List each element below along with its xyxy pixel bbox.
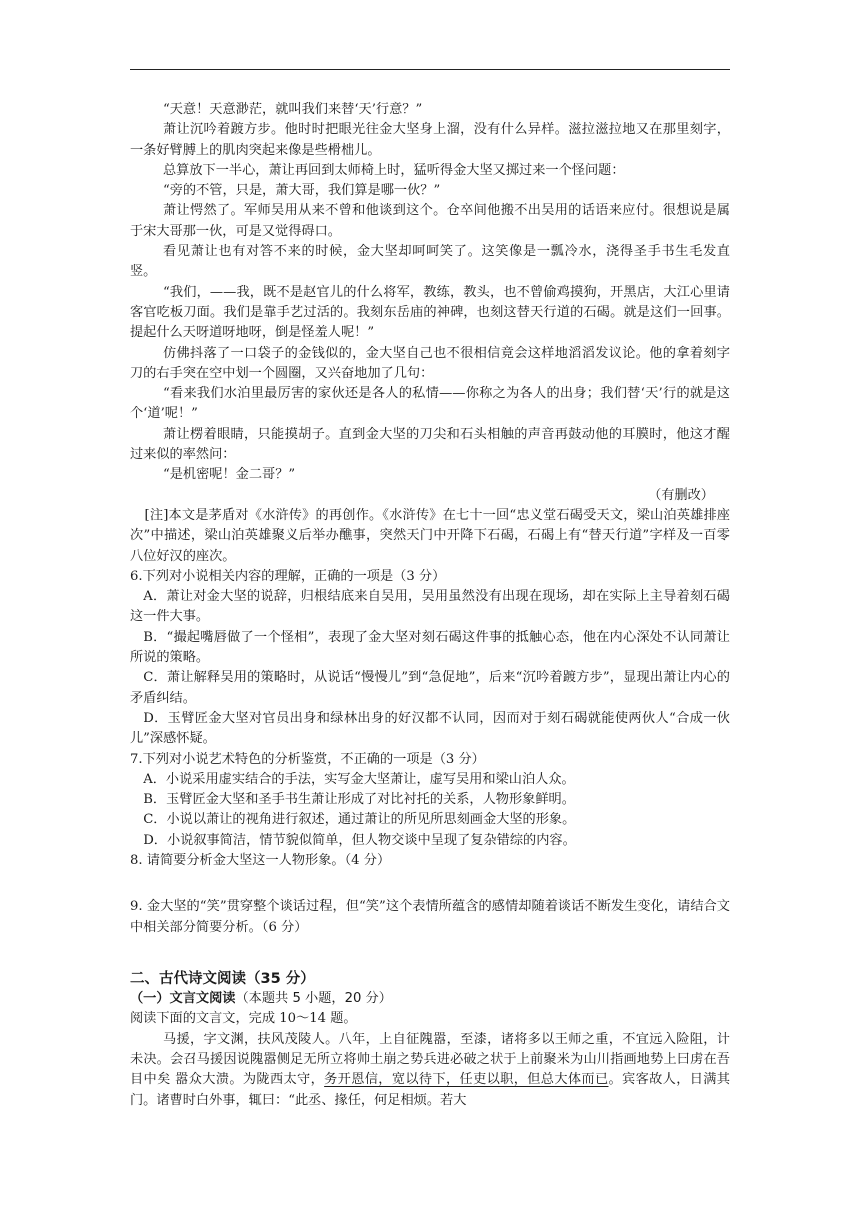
passage-paragraph: “我们，——我，既不是赵官儿的什么将军，教练，教头，也不曾偷鸡摸狗，开黑店，大江心里请客官吃板刀面。我们是靠手艺过活的。我刻东岳庙的神碑，也刻这替天行道的石碣。就是这们一回事。提起什么天呀道呀地呀，倒是怪羞人呢！” bbox=[130, 284, 730, 341]
passage-paragraph: 总算放下一半心，萧让再回到太师椅上时，猛听得金大坚又掷过来一个怪问题： bbox=[163, 162, 625, 178]
option-7c: C．小说以萧让的视角进行叙述，通过萧让的所见所思刻画金大坚的形象。 bbox=[143, 812, 576, 828]
option-6a: A．萧让对金大坚的说辞，归根结底来自吴用，吴用虽然没有出现在现场，却在实际上主导着刻石碣这一件大事。 bbox=[130, 589, 730, 625]
passage-paragraph: 萧让楞着眼睛，只能摸胡子。直到金大坚的刀尖和石头相触的声音再鼓动他的耳膜时，他这才醒过来似的率然问： bbox=[130, 426, 730, 463]
question-6: 6.下列对小说相关内容的理解，正确的一项是（3 分） bbox=[130, 568, 446, 584]
option-6c: C．萧让解释吴用的策略时，从说话“慢慢儿”到“急促地”，后来“沉吟着踱方步”，显现出萧让内心的矛盾纠结。 bbox=[130, 670, 730, 706]
underlined-sentence: 务开恩信，宽以待下，任吏以职，但总大体而已 bbox=[324, 1072, 609, 1088]
passage-paragraph: “旁的不管，只是，萧大哥，我们算是哪一伙？” bbox=[163, 183, 441, 199]
option-6d: D．玉臂匠金大坚对官员出身和绿林出身的好汉都不认同，因而对于刻石碣就能使两伙人“合成一伙儿”深感怀疑。 bbox=[130, 710, 730, 747]
subsection-title: （一）文言文阅读 bbox=[130, 991, 236, 1007]
passage-paragraph: 仿佛抖落了一口袋子的金钱似的，金大坚自己也不很相信竟会这样地滔滔发议论。他的拿着刻字刀的右手突在空中划一个圆圈，又兴奋地加了几句： bbox=[130, 345, 730, 381]
section-heading: 二、古代诗文阅读（35 分） bbox=[130, 970, 315, 987]
answer-space bbox=[130, 938, 730, 967]
passage-paragraph: “天意！天意渺茫，就叫我们来替‘天’行意？” bbox=[163, 102, 423, 117]
option-6b: B．“撮起嘴唇做了一个怪相”，表现了金大坚对刻石碣这件事的抵触心态，他在内心深处不认同萧让所说的策略。 bbox=[130, 629, 730, 666]
question-7: 7.下列对小说艺术特色的分析鉴赏，不正确的一项是（3 分） bbox=[130, 751, 485, 767]
subsection-info: （本题共 5 小题，20 分） bbox=[235, 991, 392, 1007]
passage-paragraph: “是机密呢！金二哥？” bbox=[163, 467, 296, 483]
question-8: 8. 请简要分析金大坚这一人物形象。（4 分） bbox=[130, 852, 391, 868]
passage-paragraph: 萧让沉吟着踱方步。他时时把眼光往金大坚身上溜，没有什么异样。滋拉滋拉地又在那里刻字，一条好臂膊上的肌肉突起来像是些榾柮儿。 bbox=[130, 122, 730, 158]
reading-instruction: 阅读下面的文言文，完成 10～14 题。 bbox=[130, 1011, 357, 1027]
passage-paragraph: 看见萧让也有对答不来的时候，金大坚却呵呵笑了。这笑像是一瓢冷水，浇得圣手书生毛发直竖。 bbox=[130, 244, 730, 280]
answer-space bbox=[130, 871, 730, 897]
option-7b: B．玉臂匠金大坚和圣手书生萧让形成了对比衬托的关系，人物形象鲜明。 bbox=[143, 792, 575, 808]
option-7a: A．小说采用虚实结合的手法，实写金大坚萧让，虚写吴用和梁山泊人众。 bbox=[143, 771, 575, 787]
subsection-heading bbox=[130, 989, 730, 1009]
classical-text: 。宾客故人，日满其门。诸曹时白外事，辄曰：“此丞、掾任，何足相烦。若大 bbox=[130, 1072, 730, 1108]
classical-text: 马援，字文渊，扶风茂陵人。八年，上自征隗嚣，至漆，诸将多以王师之重，不宜远入险阻，计未决。会召马援因说隗嚣侧足无所立将帅土崩之势兵进必破之状于上前聚米为山川指画地势上曰虏在吾目中矣 嚣众大溃。为陇西太守， bbox=[130, 1031, 730, 1088]
option-7d: D．小说叙事简洁，情节貌似简单，但人物交谈中呈现了复杂错综的内容。 bbox=[143, 832, 576, 848]
question-9: 9. 金大坚的“笑”贯穿整个谈话过程，但“笑”这个表情所蕴含的感情却随着谈话不断发生变化，请结合文中相关部分简要分析。（6 分） bbox=[130, 899, 730, 935]
classical-passage bbox=[130, 1030, 730, 1111]
annotation-note: [注]本文是茅盾对《水浒传》的再创作。《水浒传》在七十一回“忠义堂石碣受天文，梁山泊英雄排座次”中描述，梁山泊英雄聚义后举办醮事，突然天门中开降下石碣，石碣上有“替天行道”字样及一百零八位好汉的座次。 bbox=[130, 507, 730, 564]
document-page bbox=[130, 100, 730, 1111]
passage-paragraph: 萧让愕然了。军师吴用从来不曾和他谈到这个。仓卒间他搬不出吴用的话语来应付。很想说是属于宋大哥那一伙，可是又觉得碍口。 bbox=[130, 203, 730, 239]
passage-paragraph: “看来我们水泊里最厉害的家伙还是各人的私情——你称之为各人的出身；我们替‘天’行的就是这个‘道’呢！” bbox=[130, 386, 730, 422]
source-note: （有删改） bbox=[648, 487, 714, 503]
header-rule bbox=[130, 69, 730, 70]
